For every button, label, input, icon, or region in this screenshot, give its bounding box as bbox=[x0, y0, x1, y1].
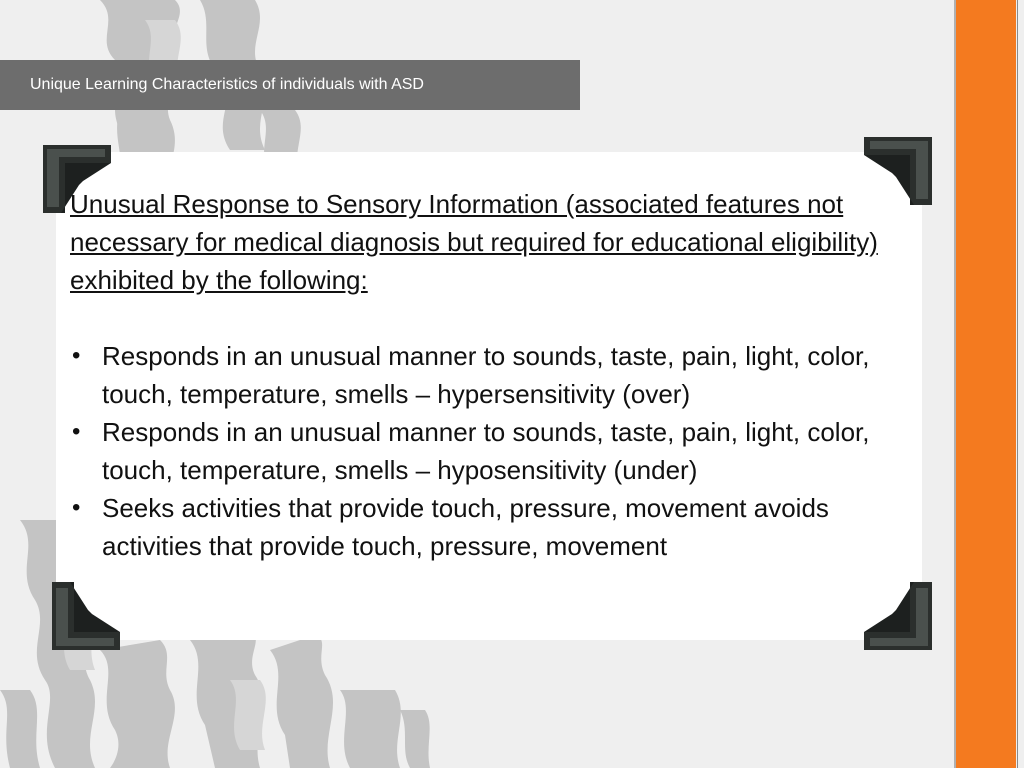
list-item bbox=[70, 413, 910, 489]
list-item bbox=[70, 337, 910, 413]
list-item bbox=[70, 489, 910, 565]
corner-bracket-icon bbox=[52, 580, 122, 650]
title-bar bbox=[0, 60, 580, 110]
orange-accent-strip bbox=[956, 0, 1016, 768]
corner-bracket-icon bbox=[862, 580, 932, 650]
list-item-text: Seeks activities that provide touch, pressure, movement avoids activities that provide touch, pressure, movement bbox=[102, 493, 829, 561]
list-item-text: Responds in an unusual manner to sounds, taste, pain, light, color, touch, temperature, smells – hypersensitivity (over) bbox=[102, 341, 870, 409]
slide-title: Unique Learning Characteristics of individuals with ASD bbox=[30, 76, 424, 93]
content-text bbox=[70, 185, 910, 565]
list-item-text: Responds in an unusual manner to sounds, taste, pain, light, color, touch, temperature, smells – hyposensitivity (under) bbox=[102, 417, 870, 485]
bullet-icon: • bbox=[72, 418, 81, 445]
strip-border-right bbox=[1017, 0, 1018, 768]
bullet-list bbox=[70, 337, 910, 565]
section-heading: Unusual Response to Sensory Information (associated features not necessary for medical diagnosis but required for educational eligibility) exhibited by the following: bbox=[70, 189, 878, 295]
strip-border-left bbox=[954, 0, 956, 768]
bullet-icon: • bbox=[72, 494, 81, 521]
bullet-icon: • bbox=[72, 342, 81, 369]
